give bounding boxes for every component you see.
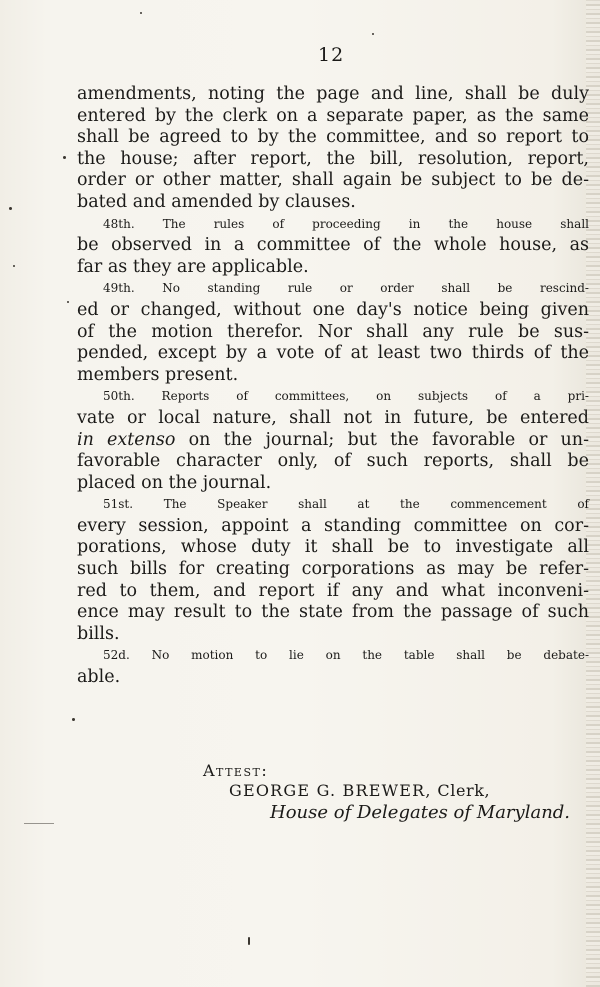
text-line: pended, except by a vote of at least two thirds of the (77, 343, 589, 364)
text-line: order or other matter, shall again be subject to be de- (77, 170, 589, 191)
text-line: placed on the journal. (77, 472, 272, 493)
text-line: porations, whose duty it shall be to investigate all (77, 537, 589, 558)
text-line: ed or changed, without one day's notice being given (77, 299, 589, 320)
text-line: such bills for creating corporations as may be refer- (77, 559, 589, 580)
text-line: amendments, noting the page and line, shall be duly (77, 84, 589, 104)
rule-48-start: 48th. The rules of proceeding in the house shall (103, 216, 589, 231)
text-line-in-extenso: in extenso on the journal; but the favorable or un- (77, 429, 589, 450)
text-line: red to them, and report if any and what inconveni- (77, 580, 589, 601)
attest-label: Attest: (203, 761, 269, 780)
text-line: vate or local nature, shall not in future, be entered (77, 407, 589, 428)
rule-50-start: 50th. Reports of committees, on subjects of a pri- (103, 389, 589, 404)
signer-title: Clerk, (437, 781, 491, 800)
page-number: 12 (318, 44, 345, 66)
text-line: bills. (77, 623, 120, 644)
text-line: of the motion therefor. Nor shall any rule be sus- (77, 321, 589, 342)
text-line: far as they are applicable. (77, 256, 309, 277)
rules-text (77, 84, 589, 689)
text-line: be observed in a committee of the whole house, as (77, 235, 589, 256)
rule-51-start: 51st. The Speaker shall at the commencement of (103, 497, 589, 512)
text-line: shall be agreed to by the committee, and so report to (77, 127, 589, 148)
rule-52-start: 52d. No motion to lie on the table shall be debate- (103, 648, 589, 663)
rule-49-start: 49th. No standing rule or order shall be rescind- (103, 281, 589, 296)
text-line: bated and amended by clauses. (77, 191, 356, 212)
signer-office: House of Delegates of Maryland. (270, 802, 571, 823)
signer-name: GEORGE G. BREWER, (229, 781, 432, 800)
text-line: every session, appoint a standing committee on cor- (77, 515, 589, 536)
text-line: members present. (77, 364, 239, 385)
text-line: entered by the clerk on a separate paper, as the same (77, 105, 589, 126)
text-line: the house; after report, the bill, resolution, report, (77, 148, 589, 169)
text-line: able. (77, 667, 121, 688)
text-line: favorable character only, of such reports, shall be (77, 451, 589, 472)
text-line: ence may result to the state from the passage of such (77, 602, 589, 623)
signer-line (229, 781, 490, 800)
